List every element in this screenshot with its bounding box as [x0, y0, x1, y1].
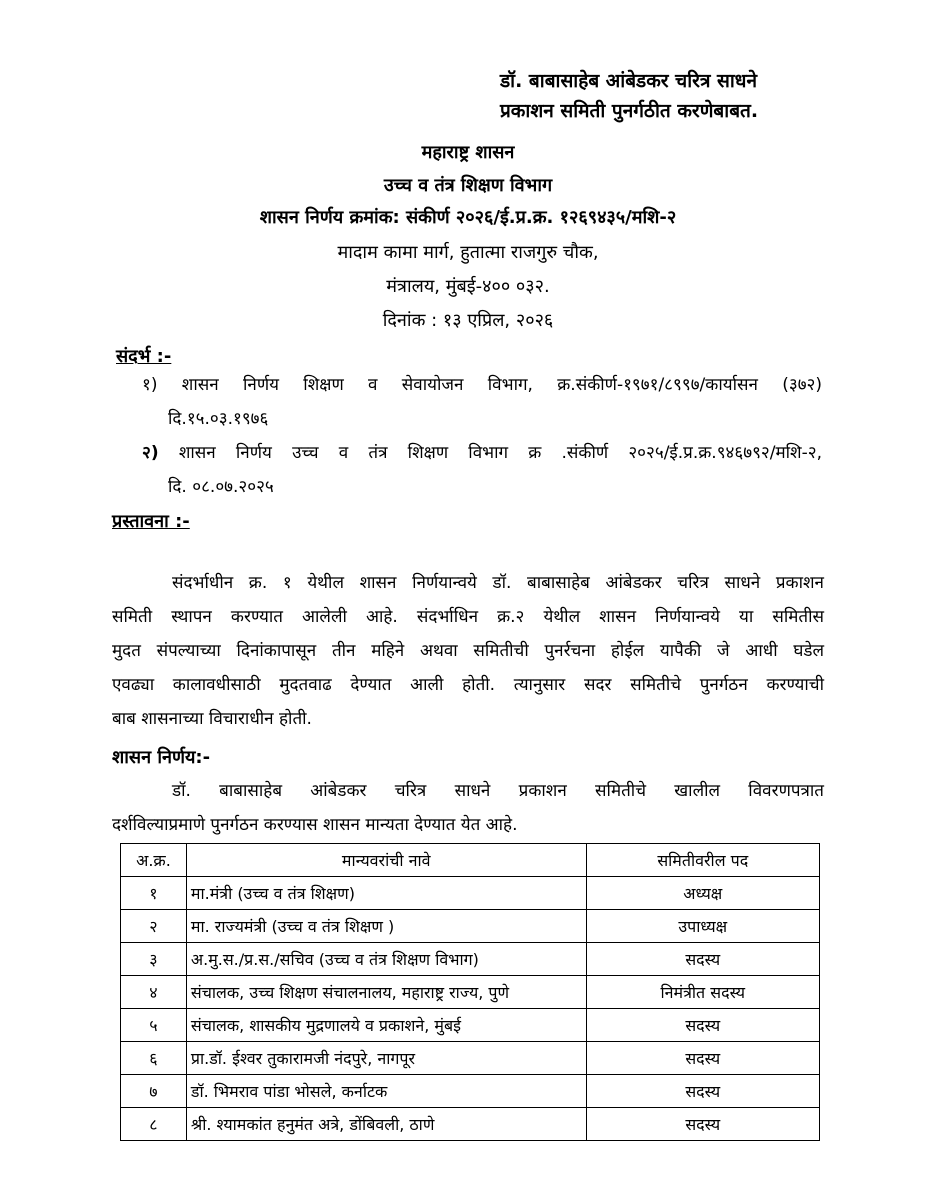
name-cell: प्रा.डॉ. ईश्वर तुकारामजी नंदपुरे, नागपूर	[186, 1042, 586, 1075]
position-cell: निमंत्रीत सदस्य	[586, 976, 819, 1009]
reference-number: १)	[142, 375, 158, 395]
name-cell: संचालक, शासकीय मुद्रणालये व प्रकाशने, मुंबई	[186, 1009, 586, 1042]
references-heading: संदर्भ :-	[116, 346, 172, 367]
address-line-1: मादाम कामा मार्ग, हुतात्मा राजगुरु चौक,	[337, 242, 599, 263]
gr-number: शासन निर्णय क्रमांक: संकीर्ण २०२६/ई.प्र.क्र. १२६९४३५/मशि-२	[259, 207, 677, 228]
address-line-2: मंत्रालय, मुंबई-४०० ०३२.	[386, 276, 550, 297]
table-header-row	[121, 844, 820, 877]
reference-date: दि.१५.०३.१९७६	[168, 409, 269, 429]
table-row	[121, 1009, 820, 1042]
preamble-line: एवढ्या कालावधीसाठी मुदतवाढ देण्यात आली होती. त्यानुसार सदर समितीचे पुनर्गठन करण्याची	[112, 675, 824, 695]
position-cell: सदस्य	[586, 1108, 819, 1141]
department-name: उच्च व तंत्र शिक्षण विभाग	[383, 175, 553, 196]
preamble-line: संदर्भाधीन क्र. १ येथील शासन निर्णयान्वये डॉ. बाबासाहेब आंबेडकर चरित्र साधने प्रकाशन	[172, 573, 824, 593]
table-row	[121, 877, 820, 910]
name-cell: श्री. श्यामकांत हनुमंत अत्रे, डोंबिवली, ठाणे	[186, 1108, 586, 1141]
serial-cell: २	[121, 910, 187, 943]
serial-cell: १	[121, 877, 187, 910]
table-row	[121, 943, 820, 976]
table-row	[121, 910, 820, 943]
reference-text: शासन निर्णय शिक्षण व सेवायोजन विभाग, क्र.संकीर्ण-१९७१/८९९७/कार्यासन (३७२)	[181, 375, 823, 395]
committee-members-table	[120, 843, 820, 1141]
name-cell: मा. राज्यमंत्री (उच्च व तंत्र शिक्षण )	[186, 910, 586, 943]
reference-date: दि. ०८.०७.२०२५	[168, 477, 274, 497]
serial-cell: ६	[121, 1042, 187, 1075]
position-cell: सदस्य	[586, 1042, 819, 1075]
header-names: मान्यवरांची नावे	[186, 844, 586, 877]
header-position: समितीवरील पद	[586, 844, 819, 877]
name-cell: मा.मंत्री (उच्च व तंत्र शिक्षण)	[186, 877, 586, 910]
subject-line-1: डॉ. बाबासाहेब आंबेडकर चरित्र साधने	[500, 70, 758, 92]
decision-line-2: दर्शविल्याप्रमाणे पुनर्गठन करण्यास शासन मान्यता देण्यात येत आहे.	[112, 815, 518, 835]
preamble-line: बाब शासनाच्या विचाराधीन होती.	[112, 709, 312, 729]
table-row	[121, 1108, 820, 1141]
table-row	[121, 1042, 820, 1075]
reference-text: शासन निर्णय उच्च व तंत्र शिक्षण विभाग क्र .संकीर्ण २०२५/ई.प्र.क्र.९४६७९२/मशि-२,	[178, 443, 822, 463]
gr-date: दिनांक : १३ एप्रिल, २०२६	[382, 310, 554, 331]
position-cell: सदस्य	[586, 1009, 819, 1042]
serial-cell: ४	[121, 976, 187, 1009]
reference-item	[142, 436, 822, 504]
table-row	[121, 1075, 820, 1108]
reference-number: २)	[142, 443, 159, 463]
serial-cell: ७	[121, 1075, 187, 1108]
reference-item	[142, 368, 822, 436]
preamble-paragraph	[112, 566, 824, 736]
position-cell: सदस्य	[586, 1075, 819, 1108]
subject-line-2: प्रकाशन समिती पुनर्गठीत करणेबाबत.	[500, 100, 759, 122]
preamble-line: मुदत संपल्याच्या दिनांकापासून तीन महिने अथवा समितीची पुनर्रचना होईल यापैकी जे आधी घडेल	[112, 641, 824, 661]
preamble-line: समिती स्थापन करण्यात आलेली आहे. संदर्भाधिन क्र.२ येथील शासन निर्णयान्वये या समितीस	[112, 607, 824, 627]
position-cell: सदस्य	[586, 943, 819, 976]
subject	[500, 66, 920, 126]
decision-heading: शासन निर्णय:-	[112, 747, 211, 768]
name-cell: संचालक, उच्च शिक्षण संचालनालय, महाराष्ट्र राज्य, पुणे	[186, 976, 586, 1009]
serial-cell: ८	[121, 1108, 187, 1141]
position-cell: उपाध्यक्ष	[586, 910, 819, 943]
serial-cell: ३	[121, 943, 187, 976]
government-name: महाराष्ट्र शासन	[421, 142, 515, 163]
position-cell: अध्यक्ष	[586, 877, 819, 910]
serial-cell: ५	[121, 1009, 187, 1042]
header-serial: अ.क्र.	[121, 844, 187, 877]
decision-line-1: डॉ. बाबासाहेब आंबेडकर चरित्र साधने प्रकाशन समितीचे खालील विवरणपत्रात	[172, 781, 824, 801]
name-cell: डॉ. भिमराव पांडा भोसले, कर्नाटक	[186, 1075, 586, 1108]
decision-paragraph	[112, 774, 824, 842]
preamble-heading: प्रस्तावना :-	[112, 511, 190, 532]
name-cell: अ.मु.स./प्र.स./सचिव (उच्च व तंत्र शिक्षण विभाग)	[186, 943, 586, 976]
table-row	[121, 976, 820, 1009]
